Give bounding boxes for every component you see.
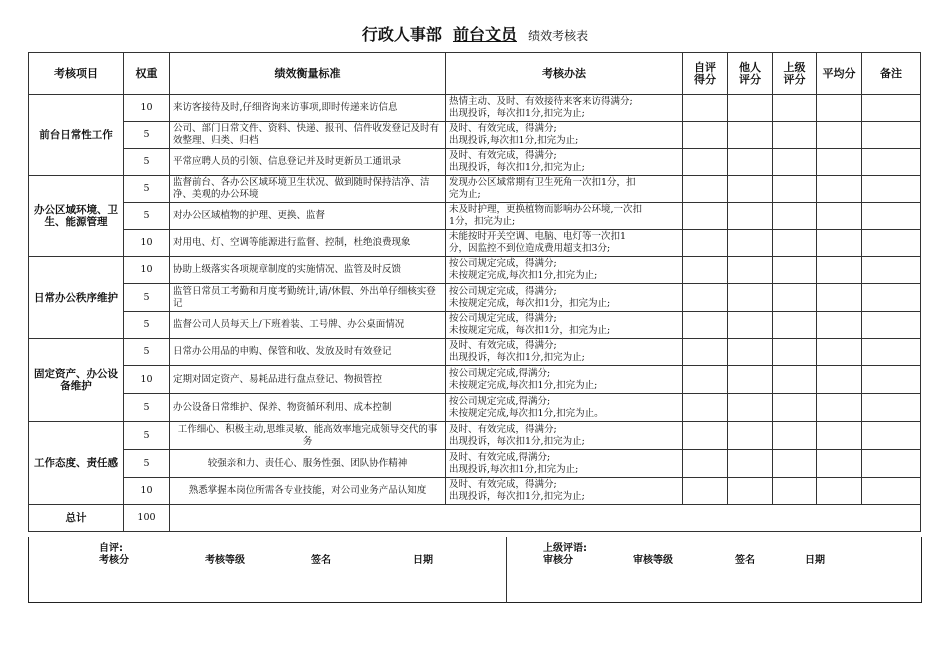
standard-cell: 协助上级落实各项规章制度的实施情况、监管及时反馈: [170, 257, 446, 284]
method-line-2: 出现投诉，每次扣1分,扣完为止;: [449, 491, 585, 502]
note-input[interactable]: [862, 176, 921, 203]
note-input[interactable]: [862, 450, 921, 478]
method-line-1: 按公司规定完成,得满分;: [449, 395, 551, 407]
method-line-1: 及时、有效完成，得满分;: [449, 123, 557, 134]
note-input[interactable]: [862, 257, 921, 284]
header-self-score: 自评 得分: [683, 53, 728, 95]
method-cell: [446, 122, 683, 149]
sign-label: 签名: [311, 555, 331, 566]
header-method: 考核办法: [446, 53, 683, 95]
self-score-input[interactable]: [683, 95, 728, 122]
table-row: [29, 95, 921, 122]
method-cell: [446, 149, 683, 176]
weight-cell: 10: [124, 366, 170, 394]
self-score-input[interactable]: [683, 339, 728, 366]
total-weight: 100: [124, 505, 170, 532]
supervisor-score-input[interactable]: [773, 284, 817, 312]
self-score-input[interactable]: [683, 257, 728, 284]
method-line-2: 出现投诉，每次扣1分,扣完为止;: [449, 435, 585, 447]
method-line-2: 未按规定完成,每次扣1分,扣完为止;: [449, 270, 598, 281]
method-line-1: 按公司规定完成，得满分;: [449, 313, 557, 324]
method-line-1: 及时、有效完成,得满分;: [449, 451, 551, 463]
peer-score-input[interactable]: [728, 478, 773, 505]
weight-cell: 5: [124, 394, 170, 422]
weight-cell: 10: [124, 230, 170, 257]
self-score-input[interactable]: [683, 394, 728, 422]
method-cell: [446, 257, 683, 284]
standard-cell: 定期对固定资产、易耗品进行盘点登记、物损管控: [170, 366, 446, 394]
peer-score-input[interactable]: [728, 339, 773, 366]
standard-cell: 监督公司人员每天上/下班着装、工号牌、办公桌面情况: [170, 312, 446, 339]
self-score-input[interactable]: [683, 149, 728, 176]
standard-cell: 对办公区域植物的护理、更换、监督: [170, 203, 446, 230]
supervisor-score-input[interactable]: [773, 312, 817, 339]
table-row: [29, 394, 921, 422]
supervisor-score-input[interactable]: [773, 450, 817, 478]
table-row: [29, 284, 921, 312]
sign2-label: 签名: [735, 555, 755, 566]
method-cell: [446, 450, 683, 478]
weight-cell: 5: [124, 312, 170, 339]
table-row: [29, 450, 921, 478]
method-cell: [446, 284, 683, 312]
standard-cell: 监督前台、各办公区域环境卫生状况、做到随时保持洁净、洁净、美观的办公环境: [170, 176, 446, 203]
peer-score-input[interactable]: [728, 230, 773, 257]
standard-cell: 对用电、灯、空调等能源进行监督、控制，杜绝浪费现象: [170, 230, 446, 257]
weight-cell: 10: [124, 257, 170, 284]
table-row: [29, 366, 921, 394]
self-eval-label: 自评:: [99, 543, 123, 554]
note-input[interactable]: [862, 203, 921, 230]
header-supervisor-score: 上级 评分: [773, 53, 817, 95]
self-score-input[interactable]: [683, 230, 728, 257]
average-cell: [817, 149, 862, 176]
method-cell: [446, 203, 683, 230]
assessment-item: 办公区域环境、卫生、能源管理: [29, 176, 124, 257]
method-line-2: 未按规定完成，每次扣1分，扣完为止;: [449, 325, 611, 336]
method-line-1: 按公司规定完成，得满分;: [449, 285, 557, 297]
method-line-2: 1分，扣完为止;: [449, 216, 516, 227]
method-line-1: 热情主动、及时、有效接待来客来访得满分;: [449, 96, 633, 107]
method-line-2: 出现投诉，每次扣1分,扣完为止;: [449, 352, 585, 363]
table-row: [29, 478, 921, 505]
review-score-label: 审核分: [543, 555, 573, 566]
method-line-1: 按公司规定完成，得满分;: [449, 258, 557, 269]
self-score-input[interactable]: [683, 122, 728, 149]
table-row: [29, 312, 921, 339]
method-cell: [446, 366, 683, 394]
method-line-2: 未按规定完成，每次扣1分，扣完为止;: [449, 297, 611, 309]
weight-cell: 5: [124, 203, 170, 230]
peer-score-input[interactable]: [728, 394, 773, 422]
assessment-item: 固定资产、办公设备维护: [29, 339, 124, 422]
weight-cell: 5: [124, 284, 170, 312]
supervisor-score-input[interactable]: [773, 122, 817, 149]
note-input[interactable]: [862, 312, 921, 339]
peer-score-input[interactable]: [728, 95, 773, 122]
header-item: 考核项目: [29, 53, 124, 95]
header-average: 平均分: [817, 53, 862, 95]
standard-cell: 较强亲和力、责任心、服务性强、团队协作精神: [170, 450, 446, 478]
note-input[interactable]: [862, 394, 921, 422]
method-cell: [446, 95, 683, 122]
self-score-input[interactable]: [683, 478, 728, 505]
supervisor-score-input[interactable]: [773, 230, 817, 257]
supervisor-score-input[interactable]: [773, 478, 817, 505]
peer-score-input[interactable]: [728, 149, 773, 176]
note-input[interactable]: [862, 230, 921, 257]
header-standard: 绩效衡量标准: [170, 53, 446, 95]
form-subtitle: 绩效考核表: [528, 29, 589, 43]
method-line-1: 及时、有效完成，得满分;: [449, 423, 557, 435]
note-input[interactable]: [862, 422, 921, 450]
weight-cell: 5: [124, 422, 170, 450]
standard-cell: 办公设备日常维护、保养、物资循环利用、成本控制: [170, 394, 446, 422]
method-cell: [446, 230, 683, 257]
assessment-table: [28, 52, 921, 532]
table-row: [29, 422, 921, 450]
peer-score-input[interactable]: [728, 257, 773, 284]
supervisor-score-input[interactable]: [773, 339, 817, 366]
average-cell: [817, 394, 862, 422]
self-score-input[interactable]: [683, 422, 728, 450]
average-cell: [817, 284, 862, 312]
header-note: 备注: [862, 53, 921, 95]
table-row: [29, 203, 921, 230]
method-line-2: 出现投诉，每次扣1分,扣完为止;: [449, 108, 585, 119]
total-row: [29, 505, 921, 532]
supervisor-score-input[interactable]: [773, 394, 817, 422]
standard-cell: 平常应聘人员的引领、信息登记并及时更新员工通讯录: [170, 149, 446, 176]
note-input[interactable]: [862, 366, 921, 394]
supervisor-score-input[interactable]: [773, 149, 817, 176]
date-label: 日期: [413, 555, 433, 566]
weight-cell: 5: [124, 339, 170, 366]
weight-cell: 10: [124, 95, 170, 122]
average-cell: [817, 312, 862, 339]
date2-label: 日期: [805, 555, 825, 566]
method-cell: [446, 394, 683, 422]
method-line-2: 出现投诉,每次扣1分,扣完为止;: [449, 463, 579, 475]
average-cell: [817, 478, 862, 505]
average-cell: [817, 339, 862, 366]
average-cell: [817, 230, 862, 257]
supervisor-score-input[interactable]: [773, 176, 817, 203]
standard-cell: 熟悉掌握本岗位所需各专业技能，对公司业务产品认知度: [170, 478, 446, 505]
peer-score-input[interactable]: [728, 422, 773, 450]
note-input[interactable]: [862, 95, 921, 122]
supervisor-score-input[interactable]: [773, 366, 817, 394]
method-cell: [446, 422, 683, 450]
weight-cell: 5: [124, 122, 170, 149]
table-row: [29, 257, 921, 284]
method-line-1: 未能按时开关空调、电脑、电灯等一次扣1: [449, 231, 627, 242]
peer-score-input[interactable]: [728, 312, 773, 339]
peer-score-input[interactable]: [728, 284, 773, 312]
method-line-2: 未按规定完成,每次扣1分,扣完为止。: [449, 407, 604, 419]
weight-cell: 5: [124, 176, 170, 203]
method-line-2: 出现投诉，每次扣1分,扣完为止;: [449, 162, 585, 173]
header-peer-score: 他人 评分: [728, 53, 773, 95]
table-row: [29, 339, 921, 366]
method-line-1: 及时、有效完成，得满分;: [449, 479, 557, 490]
average-cell: [817, 176, 862, 203]
signature-area: [28, 537, 922, 603]
supervisor-score-input[interactable]: [773, 257, 817, 284]
supervisor-score-input[interactable]: [773, 422, 817, 450]
weight-cell: 5: [124, 450, 170, 478]
method-cell: [446, 339, 683, 366]
self-score-input[interactable]: [683, 366, 728, 394]
method-line-1: 发现办公区域常期有卫生死角一次扣1分，扣: [449, 177, 636, 188]
supervisor-score-input[interactable]: [773, 203, 817, 230]
self-score-input[interactable]: [683, 203, 728, 230]
standard-cell: 公司、部门日常文件、资料、快递、报刊、信件收发登记及时有效整理、归类、归档: [170, 122, 446, 149]
average-cell: [817, 122, 862, 149]
weight-cell: 10: [124, 478, 170, 505]
total-label: 总计: [29, 505, 124, 532]
assessment-item: 工作态度、责任感: [29, 422, 124, 505]
table-row: [29, 230, 921, 257]
average-cell: [817, 450, 862, 478]
standard-cell: 日常办公用品的申购、保管和收、发放及时有效登记: [170, 339, 446, 366]
method-line-1: 及时、有效完成，得满分;: [449, 150, 557, 161]
method-line-1: 按公司规定完成,得满分;: [449, 367, 551, 379]
peer-score-input[interactable]: [728, 203, 773, 230]
average-cell: [817, 366, 862, 394]
header-weight: 权重: [124, 53, 170, 95]
total-blank: [170, 505, 921, 532]
table-row: [29, 149, 921, 176]
table-row: [29, 122, 921, 149]
method-cell: [446, 176, 683, 203]
table-row: [29, 176, 921, 203]
footer-divider: [506, 537, 507, 603]
method-line-1: 及时、有效完成，得满分;: [449, 340, 557, 351]
supervisor-score-input[interactable]: [773, 95, 817, 122]
self-score-input[interactable]: [683, 284, 728, 312]
review-grade-label: 审核等级: [633, 555, 673, 566]
self-score-input[interactable]: [683, 450, 728, 478]
method-line-2: 未按规定完成,每次扣1分,扣完为止;: [449, 379, 598, 391]
header-row: [29, 53, 921, 95]
self-score-input[interactable]: [683, 176, 728, 203]
method-line-1: 未及时护理，更换植物而影响办公环境,一次扣: [449, 204, 643, 215]
form-title: [0, 22, 950, 45]
position-title: 前台文员: [452, 25, 517, 44]
average-cell: [817, 422, 862, 450]
average-cell: [817, 257, 862, 284]
standard-cell: 工作细心、积极主动,思维灵敏、能高效率地完成领导交代的事务: [170, 422, 446, 450]
method-line-2: 分，因监控不到位造成费用超支扣3分;: [449, 243, 611, 254]
average-cell: [817, 203, 862, 230]
score-label: 考核分: [99, 555, 129, 566]
method-line-2: 出现投诉,每次扣1分,扣完为止;: [449, 135, 579, 146]
self-score-input[interactable]: [683, 312, 728, 339]
assessment-item: 前台日常性工作: [29, 95, 124, 176]
grade-label: 考核等级: [205, 555, 245, 566]
supervisor-eval-label: 上级评语:: [543, 543, 587, 554]
method-cell: [446, 478, 683, 505]
method-line-2: 完为止;: [449, 189, 481, 200]
weight-cell: 5: [124, 149, 170, 176]
note-input[interactable]: [862, 339, 921, 366]
standard-cell: 来访客接待及时,仔细咨询来访事项,即时传递来访信息: [170, 95, 446, 122]
note-input[interactable]: [862, 149, 921, 176]
assessment-item: 日常办公秩序维护: [29, 257, 124, 339]
note-input[interactable]: [862, 122, 921, 149]
average-cell: [817, 95, 862, 122]
standard-cell: 监管日常员工考勤和月度考勤统计,请/休假、外出单仔细核实登记: [170, 284, 446, 312]
peer-score-input[interactable]: [728, 450, 773, 478]
method-cell: [446, 312, 683, 339]
peer-score-input[interactable]: [728, 366, 773, 394]
peer-score-input[interactable]: [728, 176, 773, 203]
peer-score-input[interactable]: [728, 122, 773, 149]
department-title: 行政人事部: [361, 25, 442, 44]
note-input[interactable]: [862, 284, 921, 312]
note-input[interactable]: [862, 478, 921, 505]
